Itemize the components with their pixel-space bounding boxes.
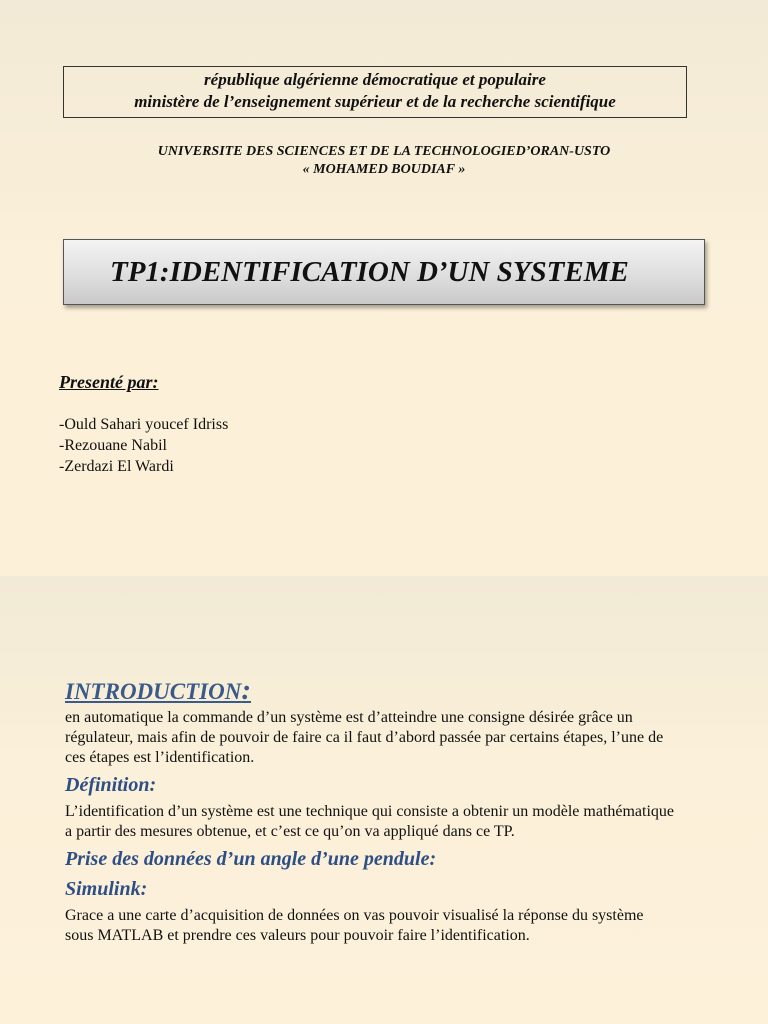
introduction-heading-text: INTRODUCTION: [65, 679, 242, 704]
introduction-heading-colon: :: [241, 674, 252, 706]
introduction-line-3: ces étapes est l’identification.: [65, 749, 255, 766]
definition-paragraph: [65, 802, 725, 842]
introduction-line-2: régulateur, mais afin de pouvoir de faire ca il faut d’abord passée par certains étapes, l’une de: [65, 729, 664, 746]
university-line-1: UNIVERSITE DES SCIENCES ET DE LA TECHNOLOGIED’ORAN-USTO: [157, 144, 611, 159]
slide-title: TP1:IDENTIFICATION D’UN SYSTEME: [110, 256, 629, 288]
ministry-header-box: [63, 66, 687, 118]
university-line-2: « MOHAMED BOUDIAF »: [302, 162, 466, 177]
ministry-line-1: république algérienne démocratique et populaire: [204, 70, 546, 89]
member-item: -Zerdazi El Wardi: [59, 458, 174, 475]
simulink-line-2: sous MATLAB et prendre ces valeurs pour pouvoir faire l’identification.: [65, 927, 530, 944]
member-item: -Rezouane Nabil: [59, 437, 167, 454]
introduction-paragraph: [65, 708, 725, 768]
presented-by-label: Presenté par:: [59, 372, 159, 392]
members-list: [59, 414, 228, 477]
definition-heading: Définition:: [65, 774, 157, 796]
introduction-line-1: en automatique la commande d’un système est d’atteindre une consigne désirée grâce un: [65, 709, 633, 726]
prise-heading: Prise des données d’un angle d’une pendule:: [65, 848, 437, 870]
title-box: [63, 239, 705, 305]
simulink-heading: Simulink:: [65, 878, 148, 900]
definition-line-1: L’identification d’un système est une technique qui consiste a obtenir un modèle mathématique: [65, 803, 675, 820]
introduction-heading: [65, 674, 251, 707]
simulink-paragraph: [65, 906, 725, 946]
introduction-slide: [0, 576, 768, 1024]
simulink-line-1: Grace a une carte d’acquisition de données on vas pouvoir visualisé la réponse du système: [65, 907, 644, 924]
definition-line-2: a partir des mesures obtenue, et c’est ce qu’on va appliqué dans ce TP.: [65, 823, 515, 840]
member-item: -Ould Sahari youcef Idriss: [59, 416, 229, 433]
ministry-line-2: ministère de l’enseignement supérieur et de la recherche scientifique: [134, 92, 616, 111]
